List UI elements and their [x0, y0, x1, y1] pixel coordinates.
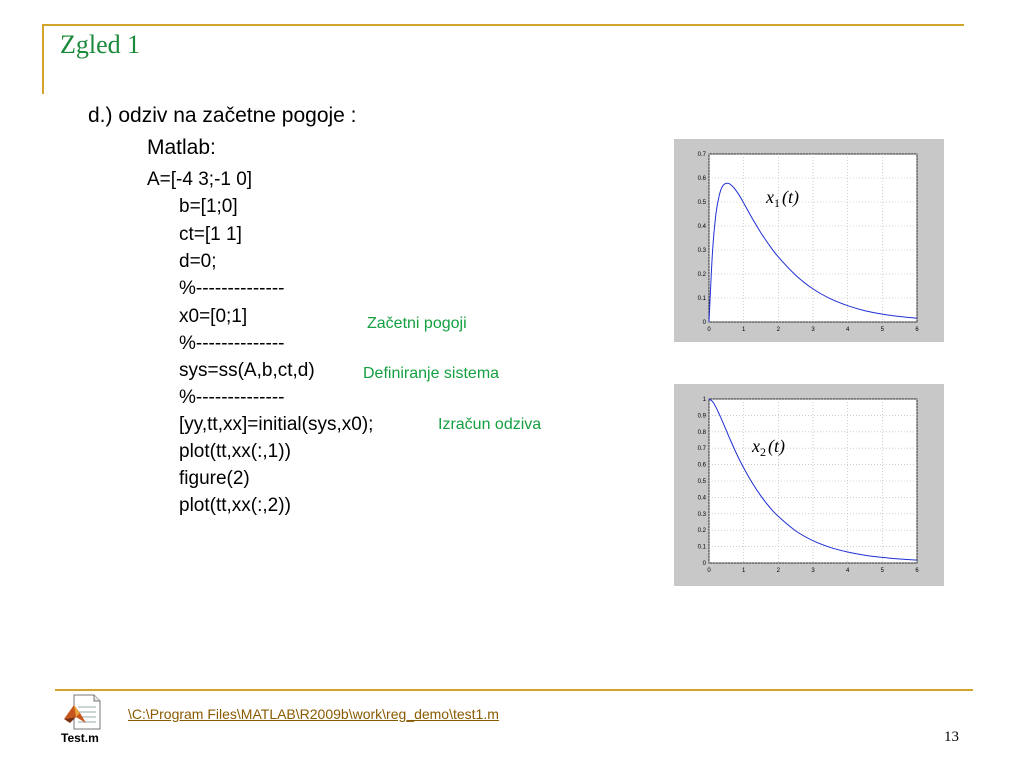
y-tick-label: 0.2: [697, 272, 706, 278]
code-line: ct=[1 1]: [179, 224, 242, 245]
series-label-base: x: [766, 187, 774, 207]
y-tick-label: 0.8: [697, 429, 706, 436]
code-line: b=[1;0]: [179, 196, 238, 217]
series-label: [751, 436, 785, 459]
y-tick-label: 0.7: [697, 152, 706, 158]
code-line: [yy,tt,xx]=initial(sys,x0);: [179, 414, 374, 435]
y-tick-label: 0.6: [697, 176, 706, 182]
code-line: plot(tt,xx(:,2)): [179, 495, 291, 516]
code-line: %--------------: [179, 387, 285, 408]
note-system-definition: Definiranje sistema: [363, 365, 500, 382]
y-tick-label: 0.7: [697, 446, 706, 453]
note-response-calc: Izračun odziva: [438, 416, 542, 433]
heading: d.) odziv na začetne pogoje :: [88, 104, 357, 127]
file-path-link[interactable]: \C:\Program Files\MATLAB\R2009b\work\reg_demo\test1.m: [128, 706, 499, 722]
series-label: [765, 187, 799, 210]
x-tick-label: 3: [811, 568, 815, 574]
x-tick-label: 0: [707, 568, 711, 574]
x-tick-label: 5: [880, 327, 885, 333]
plot-x1: [674, 139, 944, 342]
code-line: sys=ss(A,b,ct,d): [179, 360, 315, 381]
y-tick-label: 0.6: [697, 462, 706, 469]
code-line: A=[-4 3;-1 0]: [147, 169, 253, 190]
series-label-arg: (t): [768, 436, 785, 456]
y-tick-label: 0.5: [697, 479, 706, 485]
x-tick-label: 2: [776, 568, 781, 574]
plot-x1-svg: [674, 139, 944, 342]
x-tick-label: 1: [741, 568, 746, 574]
note-initial-conditions: Začetni pogoji: [367, 315, 467, 332]
code-line: figure(2): [179, 468, 250, 489]
slide-title: Zgled 1: [60, 30, 141, 59]
series-label-arg: (t): [782, 187, 799, 207]
code-line: plot(tt,xx(:,1)): [179, 441, 291, 462]
y-tick-label: 0.5: [697, 200, 706, 206]
x-tick-label: 1: [741, 327, 746, 333]
y-tick-label: 0.2: [697, 528, 706, 535]
series-label-sub: 2: [760, 445, 766, 459]
top-accent-rule: [42, 24, 964, 26]
plot-x2: [674, 384, 944, 586]
subheading: Matlab:: [147, 136, 216, 159]
code-line: %--------------: [179, 333, 285, 354]
x-tick-label: 6: [915, 568, 919, 574]
series-label-base: x: [752, 436, 760, 456]
y-tick-label: 0.4: [697, 224, 706, 230]
series-label-sub: 1: [774, 196, 780, 210]
y-tick-label: 0.3: [697, 248, 706, 254]
x-tick-label: 2: [776, 327, 781, 333]
page-number: 13: [944, 729, 959, 745]
bottom-accent-rule: [55, 689, 973, 691]
y-tick-label: 0: [702, 561, 706, 567]
code-line: x0=[0;1]: [179, 306, 248, 327]
y-tick-label: 0.1: [697, 544, 706, 551]
x-tick-label: 3: [811, 327, 815, 333]
y-tick-label: 0.4: [697, 495, 706, 502]
matlab-file-icon[interactable]: [62, 693, 102, 731]
file-caption: Test.m: [61, 731, 99, 745]
y-tick-label: 0: [702, 320, 706, 326]
code-line: %--------------: [179, 278, 285, 299]
x-tick-label: 4: [845, 568, 850, 574]
y-tick-label: 0.1: [697, 296, 706, 302]
x-tick-label: 6: [915, 327, 919, 333]
code-line: d=0;: [179, 251, 217, 272]
plot-x2-svg: [674, 384, 944, 586]
x-tick-label: 5: [880, 568, 885, 574]
y-tick-label: 1: [702, 397, 706, 403]
left-accent-rule: [42, 24, 44, 94]
x-tick-label: 4: [845, 327, 850, 333]
y-tick-label: 0.3: [697, 511, 706, 518]
x-tick-label: 0: [707, 327, 711, 333]
y-tick-label: 0.9: [697, 413, 706, 420]
